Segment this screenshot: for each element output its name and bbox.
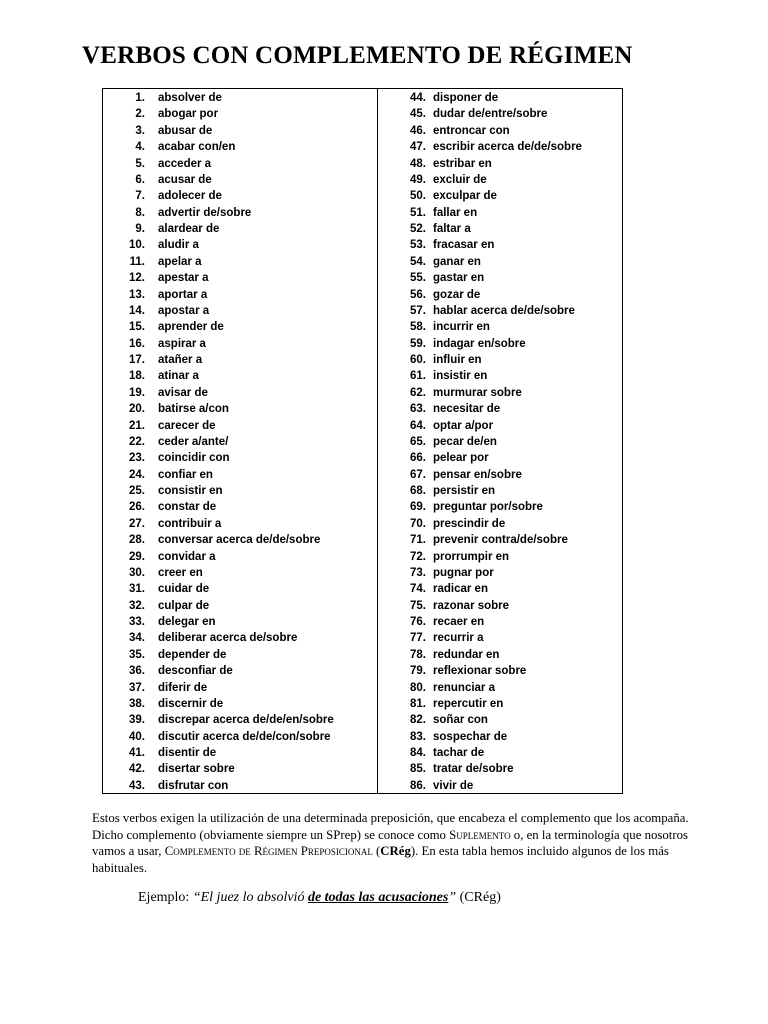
verb-item [378,565,622,581]
verb-text: disponer de [433,92,499,104]
verb-text: murmurar sobre [433,386,522,399]
verb-number: 84. [410,747,426,759]
verb-item [103,139,376,155]
verb-item [103,106,376,122]
verb-text: aportar a [158,288,208,301]
verb-text: disentir de [158,747,217,759]
verb-number: 85. [410,763,426,776]
verb-item [378,221,622,237]
verb-item [103,598,376,614]
example-quote-start: “El juez lo absolvió [192,890,308,905]
verb-number: 81. [410,697,426,710]
verb-item [378,549,622,565]
verb-item [378,123,622,139]
verb-text: optar a/por [433,419,494,432]
verb-number: 41. [129,747,145,759]
example-quote-end: ” [448,890,457,905]
verb-text: necesitar de [433,403,501,416]
verb-text: recaer en [433,616,485,628]
verb-number: 53. [410,239,426,252]
verb-number: 3. [135,124,145,137]
verb-item [378,237,622,253]
verb-number: 74. [410,583,426,596]
verb-item [378,434,622,450]
verb-number: 18. [129,370,145,383]
verb-item [103,319,376,335]
verb-text: abogar por [158,108,219,121]
verb-text: influir en [433,354,482,366]
verb-number: 21. [129,419,145,432]
verb-text: renunciar a [433,681,495,694]
verb-number: 24. [129,468,145,481]
verb-number: 54. [410,255,426,268]
term-abbreviation: CRég [380,844,411,858]
verb-number: 47. [410,141,426,154]
verb-text: dudar de/entre/sobre [433,108,548,121]
verb-text: culpar de [158,599,210,612]
verb-text: atañer a [158,354,203,366]
verb-item [378,729,622,745]
verb-item [378,139,622,155]
verb-item [378,581,622,597]
verb-item [103,729,376,745]
verb-text: prescindir de [433,517,506,530]
verb-text: recurrir a [433,632,484,645]
verb-number: 23. [129,452,145,465]
verb-item [378,450,622,466]
verb-item [103,630,376,646]
verb-number: 29. [129,550,145,563]
verb-item [378,712,622,728]
term-complemento-regimen: Complemento de Régimen Preposicional [164,844,373,858]
verb-text: prevenir contra/de/sobre [433,534,568,547]
verb-number: 65. [410,435,426,448]
verb-text: advertir de/sobre [158,206,252,219]
verb-item [378,499,622,515]
verb-text: acabar con/en [158,141,236,154]
verb-text: incurrir en [433,321,490,334]
verb-text: contribuir a [158,517,222,530]
explanation-paragraph [92,810,692,876]
verb-number: 59. [410,337,426,350]
verb-text: estribar en [433,157,492,170]
verb-number: 40. [129,730,145,743]
verb-number: 20. [129,403,145,416]
verb-number: 27. [129,517,145,530]
verb-text: fracasar en [433,239,495,252]
verb-item [378,761,622,777]
verb-number: 6. [135,173,145,186]
verb-number: 76. [410,616,426,628]
verb-item [378,352,622,368]
verb-text: tratar de/sobre [433,763,514,776]
verb-item [103,696,376,712]
verb-number: 15. [129,321,145,334]
verb-number: 60. [410,354,426,366]
verb-item [378,680,622,696]
verb-number: 80. [410,681,426,694]
verb-item [103,90,376,106]
explanation-text: o, en la terminología que nosotros vamos a usar, [92,827,688,858]
verb-text: prorrumpir en [433,550,510,563]
verb-text: apestar a [158,272,209,285]
verb-text: discrepar acerca de/de/en/sobre [158,714,334,727]
verb-number: 26. [129,501,145,514]
verb-item [378,156,622,172]
example-label: Ejemplo: [138,890,193,905]
verb-number: 12. [129,272,145,285]
verb-text: diferir de [158,681,208,694]
verb-number: 51. [410,206,426,219]
verb-text: repercutir en [433,697,504,710]
verb-number: 64. [410,419,426,432]
verb-item [103,565,376,581]
verb-item [103,237,376,253]
verb-number: 57. [410,304,426,317]
verb-text: consistir en [158,485,223,497]
verb-text: carecer de [158,419,216,432]
verb-item [103,270,376,286]
verb-number: 9. [135,223,145,235]
verb-item [378,598,622,614]
term-suplemento: Suplemento [449,827,511,842]
verb-text: soñar con [433,714,488,727]
verb-item [103,614,376,630]
verb-number: 7. [135,190,145,203]
verb-number: 17. [129,354,145,366]
verb-item [378,319,622,335]
verb-item [378,696,622,712]
verb-text: conversar acerca de/de/sobre [158,534,321,547]
verb-text: reflexionar sobre [433,665,527,678]
verb-text: excluir de [433,173,487,186]
verb-item [103,532,376,548]
verb-item [103,368,376,384]
verb-number: 8. [135,206,145,219]
verb-item [103,745,376,761]
verb-number: 37. [129,681,145,694]
verb-text: exculpar de [433,190,497,203]
verb-item [103,172,376,188]
verb-number: 44. [410,92,426,104]
verb-number: 49. [410,173,426,186]
explanation-text: Estos verbos exigen la utilización de una determinada preposición, que encabeza el complemento que los acompaña. Dicho complemento (obviamente siempre un SPrep) se conoce como [92,811,689,842]
verb-text: acceder a [158,157,212,170]
verb-number: 11. [129,255,145,268]
verb-number: 34. [129,632,145,645]
verb-item [103,549,376,565]
verb-item [378,647,622,663]
verb-text: sospechar de [433,730,508,743]
verb-item [378,106,622,122]
verb-text: razonar sobre [433,599,510,612]
verb-number: 14. [129,304,145,317]
verb-text: aprender de [158,321,224,334]
verb-item [103,647,376,663]
verb-number: 36. [129,665,145,678]
verb-number: 55. [410,272,426,285]
verb-number: 46. [410,124,426,137]
verb-text: fallar en [433,206,478,219]
verb-number: 86. [410,779,426,792]
verb-text: preguntar por/sobre [433,501,543,514]
verb-column-right [378,90,622,794]
verb-item [103,483,376,499]
verb-number: 38. [129,697,145,710]
verb-item [103,499,376,515]
verb-item [103,467,376,483]
page-title: VERBOS CON COMPLEMENTO DE RÉGIMEN [82,42,633,69]
verb-number: 79. [410,665,426,678]
verb-text: ganar en [433,255,481,268]
verb-number: 30. [129,566,145,579]
verb-column-left [103,90,376,794]
verb-item [103,778,376,794]
verb-text: batirse a/con [158,403,229,416]
verb-number: 66. [410,452,426,465]
verb-item [378,336,622,352]
verb-item [103,254,376,270]
verb-item [103,450,376,466]
verb-number: 67. [410,468,426,481]
verb-item [378,516,622,532]
verb-item [103,205,376,221]
verb-text: coincidir con [158,452,230,465]
verb-item [378,172,622,188]
verb-number: 32. [129,599,145,612]
explanation-text: ). En esta tabla hemos incluido algunos de los más habituales. [92,844,669,875]
verb-number: 10. [129,239,145,252]
verb-text: depender de [158,648,227,661]
verb-text: disfrutar con [158,779,229,792]
verb-text: adolecer de [158,190,222,203]
example-tag: (CRég) [456,890,501,905]
verb-text: desconfiar de [158,665,233,678]
verb-number: 31. [129,583,145,596]
verb-text: cuidar de [158,583,210,596]
verb-text: abusar de [158,124,213,137]
verb-item [378,303,622,319]
verb-text: convidar a [158,550,216,563]
verb-text: discutir acerca de/de/con/sobre [158,730,331,743]
verb-number: 1. [135,92,145,104]
verb-number: 77. [410,632,426,645]
verb-number: 48. [410,157,426,170]
verb-text: pecar de/en [433,435,497,448]
verb-number: 68. [410,485,426,497]
verb-text: pelear por [433,452,489,465]
verb-item [378,368,622,384]
verb-item [103,123,376,139]
verb-number: 43. [129,779,145,792]
verb-item [378,614,622,630]
verb-item [378,467,622,483]
verb-item [103,418,376,434]
verb-number: 35. [129,648,145,661]
verb-number: 83. [410,730,426,743]
verb-item [378,483,622,499]
verb-text: escribir acerca de/de/sobre [433,141,582,154]
verb-number: 72. [410,550,426,563]
verb-text: hablar acerca de/de/sobre [433,304,575,317]
verb-number: 22. [129,435,145,448]
verb-text: apelar a [158,255,202,268]
verb-number: 61. [410,370,426,383]
verb-text: gozar de [433,288,481,301]
verb-text: alardear de [158,223,220,235]
verb-item [103,385,376,401]
verb-item [378,90,622,106]
verb-number: 82. [410,714,426,727]
verb-text: aludir a [158,239,199,252]
verb-number: 73. [410,566,426,579]
verb-item [378,287,622,303]
verb-text: pensar en/sobre [433,468,522,481]
verb-number: 50. [410,190,426,203]
verb-text: confiar en [158,468,213,481]
verb-item [378,385,622,401]
verb-number: 56. [410,288,426,301]
verb-number: 69. [410,501,426,514]
verb-number: 16. [129,337,145,350]
verb-text: aspirar a [158,337,206,350]
example-highlight: de todas las acusaciones [307,890,449,905]
verb-number: 58. [410,321,426,334]
verb-item [378,778,622,794]
verb-number: 78. [410,648,426,661]
verb-text: entroncar con [433,124,510,137]
verb-number: 71. [410,534,426,547]
verb-item [103,434,376,450]
verb-text: deliberar acerca de/sobre [158,632,298,645]
explanation-text: ( [372,844,381,858]
verb-number: 62. [410,386,426,399]
verb-text: indagar en/sobre [433,337,526,350]
verb-number: 2. [135,108,145,121]
verb-text: absolver de [158,92,222,104]
verb-item [103,680,376,696]
verb-number: 45. [410,108,426,121]
verb-number: 63. [410,403,426,416]
verb-number: 75. [410,599,426,612]
verb-text: creer en [158,566,203,579]
verb-item [103,663,376,679]
verb-text: pugnar por [433,566,494,579]
verb-item [103,156,376,172]
verb-text: persistir en [433,485,495,497]
verb-item [103,287,376,303]
verb-item [103,336,376,352]
verb-item [103,712,376,728]
verb-text: constar de [158,501,217,514]
verb-item [378,270,622,286]
example-sentence [138,890,501,906]
verb-number: 25. [129,485,145,497]
verb-number: 70. [410,517,426,530]
verb-text: acusar de [158,173,212,186]
verb-table [102,88,623,794]
verb-item [103,188,376,204]
verb-item [378,630,622,646]
verb-item [378,205,622,221]
verb-item [378,254,622,270]
verb-number: 5. [135,157,145,170]
verb-item [103,352,376,368]
verb-text: gastar en [433,272,485,285]
verb-text: faltar a [433,223,471,235]
verb-item [103,401,376,417]
verb-number: 19. [129,386,145,399]
verb-text: radicar en [433,583,488,596]
verb-item [378,745,622,761]
verb-text: avisar de [158,386,208,399]
verb-text: atinar a [158,370,199,383]
verb-number: 28. [129,534,145,547]
verb-item [378,663,622,679]
verb-item [378,188,622,204]
verb-text: apostar a [158,304,210,317]
verb-item [103,221,376,237]
verb-text: tachar de [433,747,485,759]
verb-item [378,532,622,548]
verb-number: 52. [410,223,426,235]
verb-text: redundar en [433,648,500,661]
verb-item [103,581,376,597]
verb-item [103,516,376,532]
verb-number: 42. [129,763,145,776]
verb-text: ceder a/ante/ [158,435,229,448]
verb-item [103,761,376,777]
verb-item [378,401,622,417]
verb-item [378,418,622,434]
verb-text: disertar sobre [158,763,235,776]
verb-text: vivir de [433,779,474,792]
verb-number: 4. [135,141,145,154]
verb-text: insistir en [433,370,488,383]
verb-number: 33. [129,616,145,628]
verb-item [103,303,376,319]
verb-number: 39. [129,714,145,727]
verb-number: 13. [129,288,145,301]
verb-text: discernir de [158,697,224,710]
verb-text: delegar en [158,616,216,628]
